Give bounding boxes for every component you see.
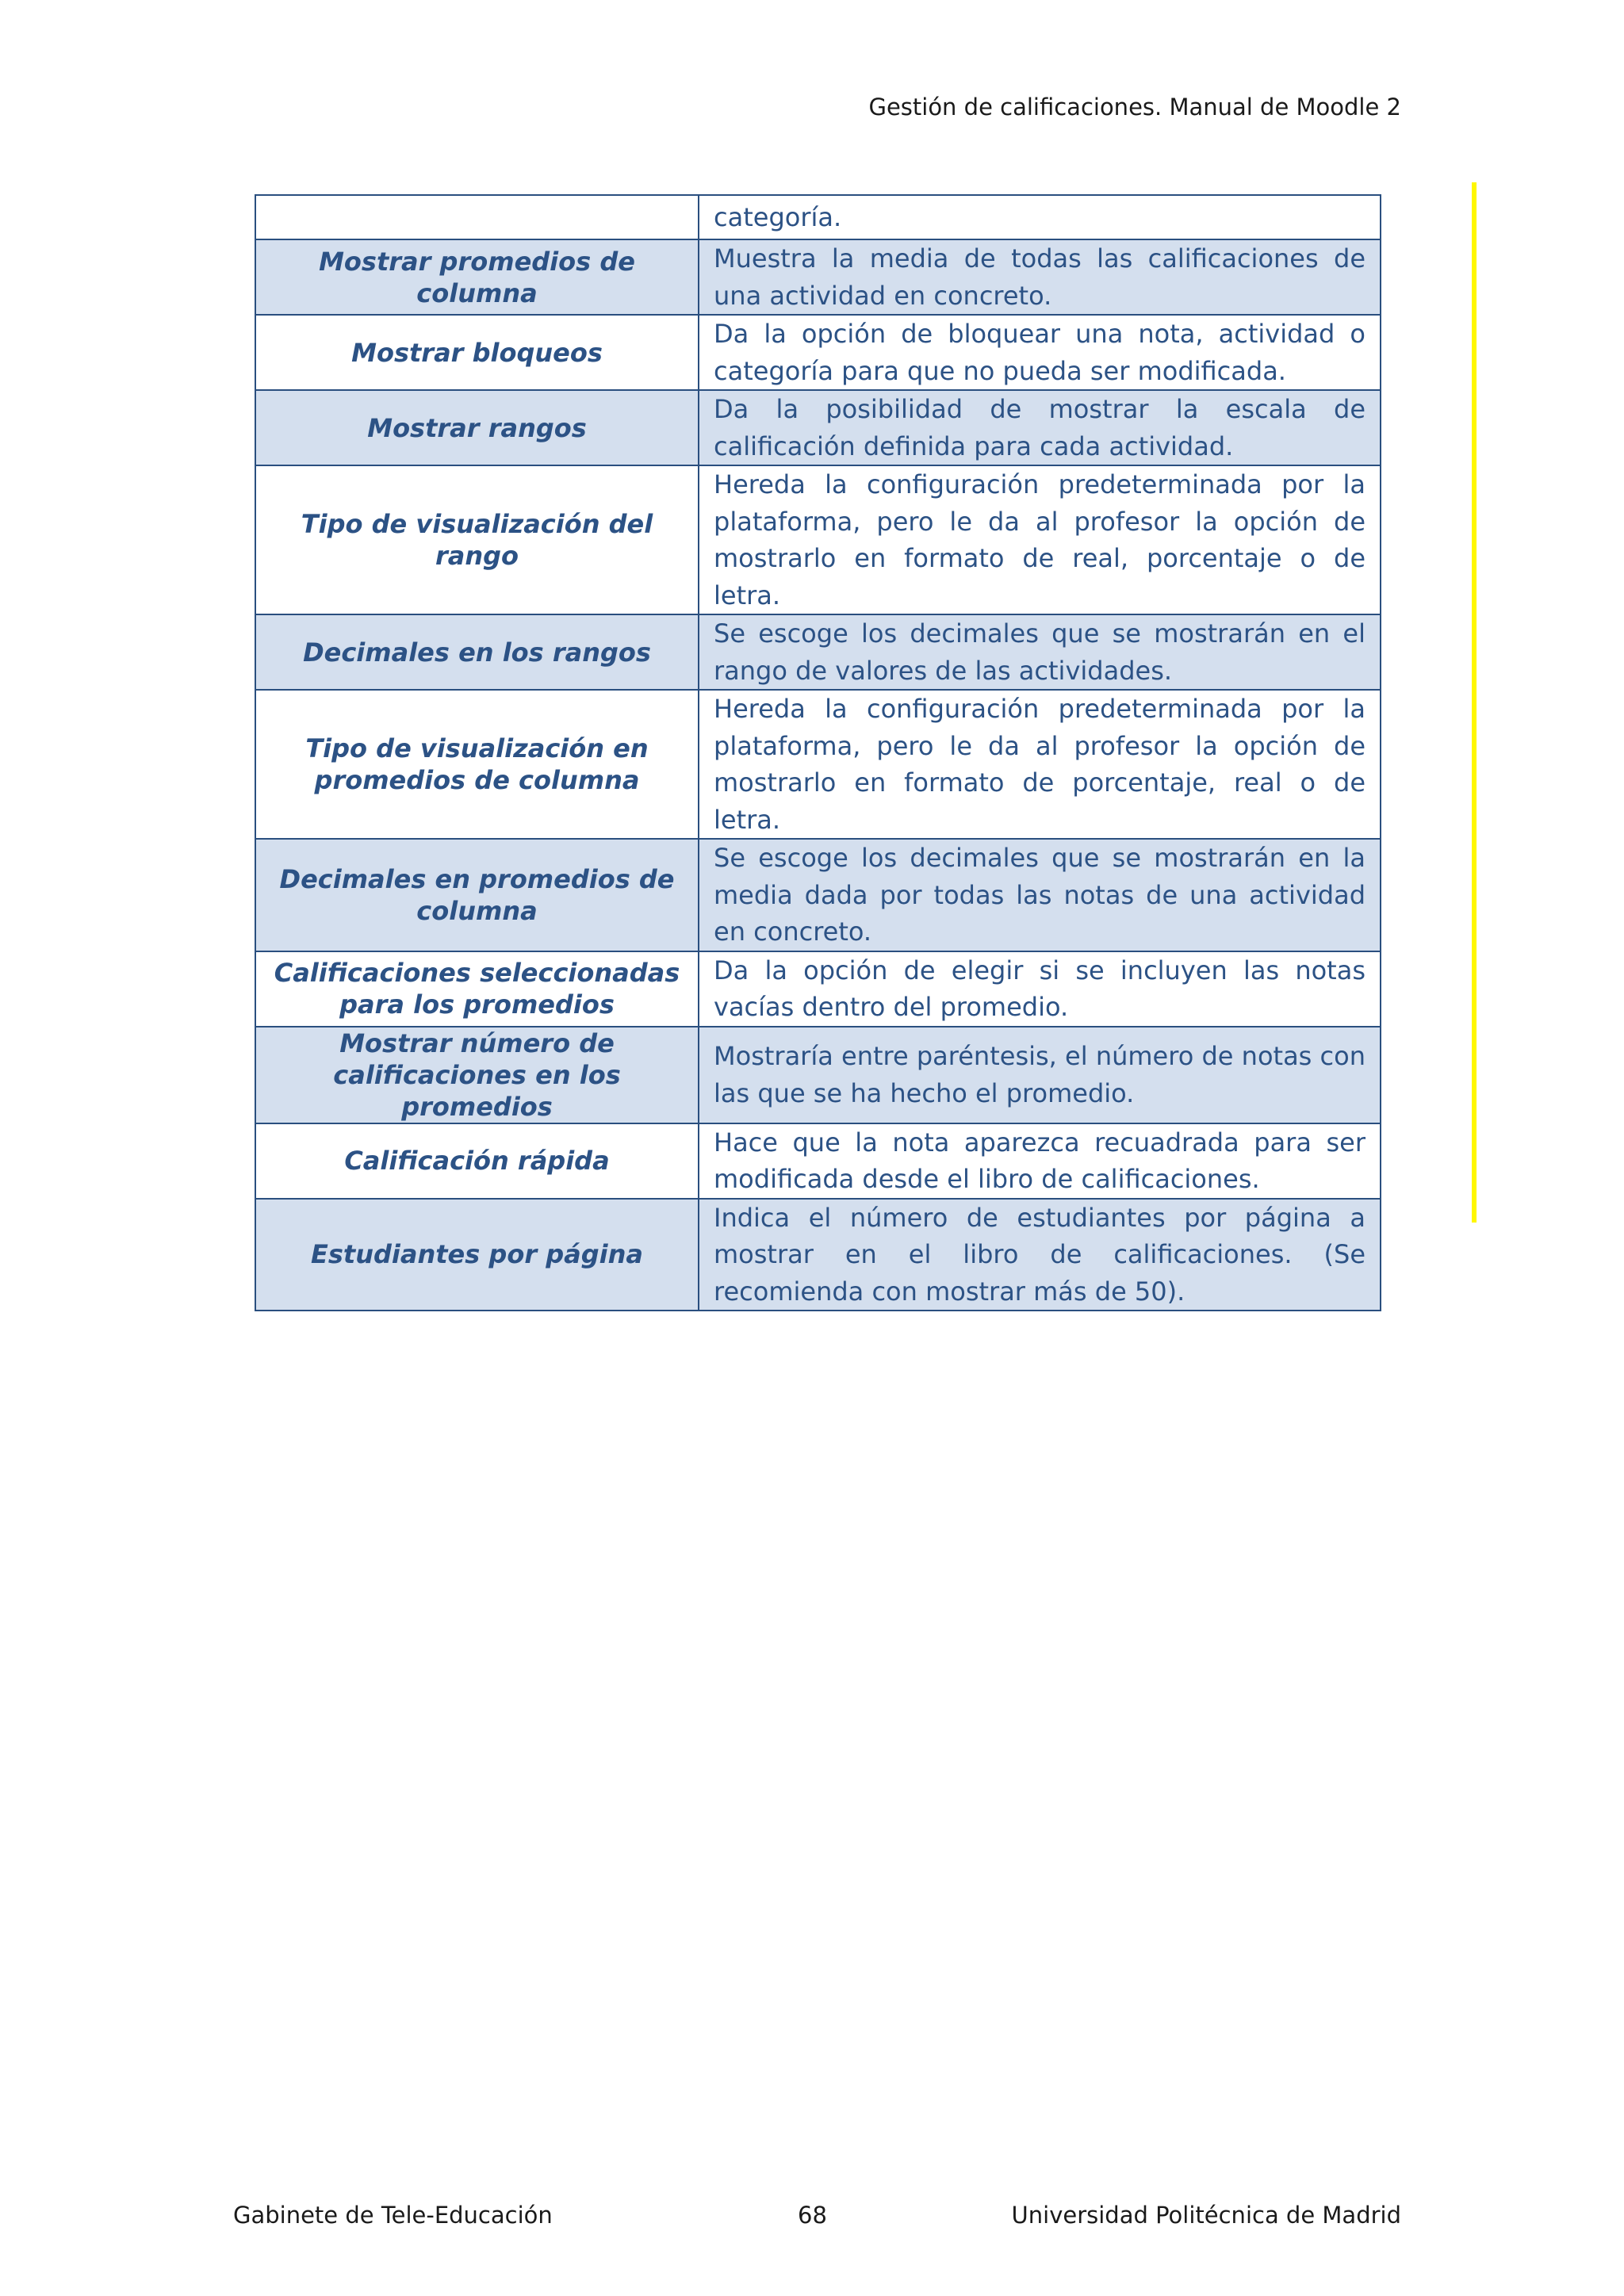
setting-description: Da la opción de elegir si se incluyen las notas vacías dentro del promedio. <box>699 951 1381 1027</box>
setting-description: Da la opción de bloquear una nota, actividad o categoría para que no pueda ser modificada. <box>699 315 1381 390</box>
table-row <box>255 315 1381 390</box>
table-row <box>255 1027 1381 1123</box>
footer-university: Universidad Politécnica de Madrid <box>1011 2202 1401 2229</box>
table-row <box>255 390 1381 465</box>
setting-name: Estudiantes por página <box>255 1199 699 1311</box>
table-row <box>255 1123 1381 1199</box>
table-row <box>255 195 1381 239</box>
settings-table <box>255 194 1381 1311</box>
setting-name: Mostrar número de calificaciones en los promedios <box>255 1027 699 1123</box>
setting-description: Hace que la nota aparezca recuadrada para ser modificada desde el libro de calificaciones. <box>699 1123 1381 1199</box>
table-row <box>255 951 1381 1027</box>
setting-name: Decimales en promedios de columna <box>255 839 699 951</box>
setting-description: Indica el número de estudiantes por página a mostrar en el libro de calificaciones. (Se recomienda con mostrar más de 50). <box>699 1199 1381 1311</box>
page-number: 68 <box>798 2202 827 2229</box>
setting-name: Mostrar bloqueos <box>255 315 699 390</box>
setting-name: Tipo de visualización en promedios de columna <box>255 690 699 839</box>
setting-name <box>255 195 699 239</box>
setting-name: Tipo de visualización del rango <box>255 465 699 614</box>
setting-name: Calificación rápida <box>255 1123 699 1199</box>
setting-description: Hereda la configuración predeterminada por la plataforma, pero le da al profesor la opción de mostrarlo en formato de porcentaje, real o de letra. <box>699 690 1381 839</box>
setting-description: Se escoge los decimales que se mostrarán en el rango de valores de las actividades. <box>699 614 1381 690</box>
setting-description: Da la posibilidad de mostrar la escala de calificación definida para cada actividad. <box>699 390 1381 465</box>
setting-description: Muestra la media de todas las calificaciones de una actividad en concreto. <box>699 239 1381 315</box>
setting-name: Mostrar rangos <box>255 390 699 465</box>
margin-change-bar <box>1472 182 1477 1223</box>
page-header-title: Gestión de calificaciones. Manual de Moodle 2 <box>868 94 1401 121</box>
table-row <box>255 465 1381 614</box>
setting-description: Mostraría entre paréntesis, el número de notas con las que se ha hecho el promedio. <box>699 1027 1381 1123</box>
table-row <box>255 1199 1381 1311</box>
setting-name: Mostrar promedios de columna <box>255 239 699 315</box>
setting-name: Calificaciones seleccionadas para los promedios <box>255 951 699 1027</box>
table-row <box>255 839 1381 951</box>
setting-description: categoría. <box>699 195 1381 239</box>
setting-name: Decimales en los rangos <box>255 614 699 690</box>
footer-organization: Gabinete de Tele-Educación <box>233 2202 553 2229</box>
setting-description: Hereda la configuración predeterminada por la plataforma, pero le da al profesor la opción de mostrarlo en formato de real, porcentaje o de letra. <box>699 465 1381 614</box>
table-row <box>255 614 1381 690</box>
table-row <box>255 690 1381 839</box>
table-row <box>255 239 1381 315</box>
setting-description: Se escoge los decimales que se mostrarán en la media dada por todas las notas de una actividad en concreto. <box>699 839 1381 951</box>
